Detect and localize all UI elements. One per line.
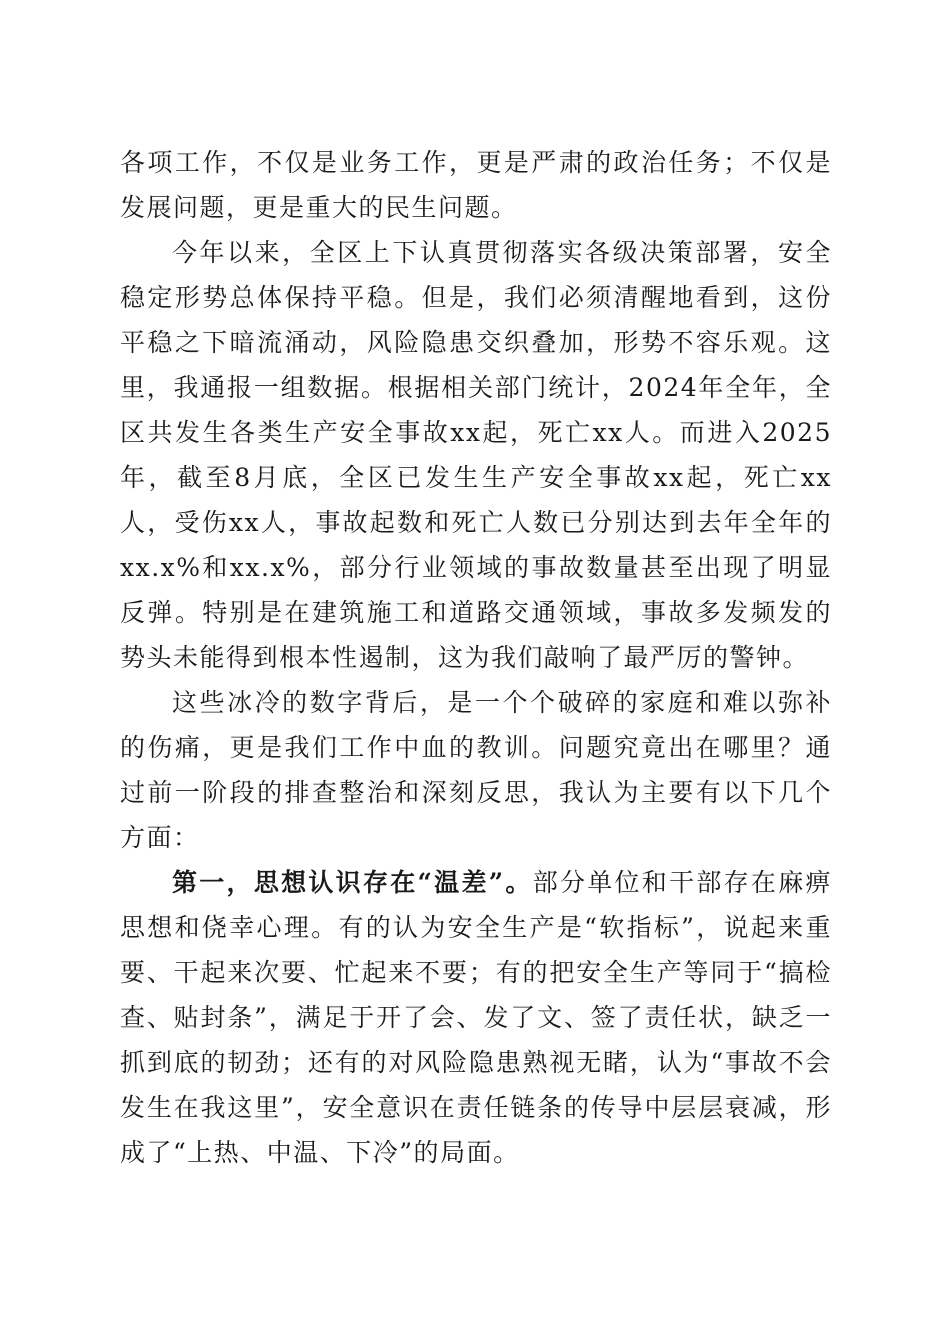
paragraph-text: 今年以来，全区上下认真贯彻落实各级决策部署，安全稳定形势总体保持平稳。但是，我们必须清醒地看到，这份平稳之下暗流涌动，风险隐患交织叠加，形势不容乐观。这里，我通报一组数据。根据相关部门统计，2024年全年，全区共发生各类生产安全事故xx起，死亡xx人。而进入2025年，截至8月底，全区已发生生产安全事故xx起，死亡xx人，受伤xx人，事故起数和死亡人数已分别达到去年全年的xx.x%和xx.x%，部分行业领域的事故数量甚至出现了明显反弹。特别是在建筑施工和道路交通领域，事故多发频发的势头未能得到根本性遏制，这为我们敲响了最严厉的警钟。 [120,238,832,672]
paragraph-text: 部分单位和干部存在麻痹思想和侥幸心理。有的认为安全生产是“软指标”，说起来重要、干起来次要、忙起来不要；有的把安全生产等同于“搞检查、贴封条”，满足于开了会、发了文、签了责任状，缺乏一抓到底的韧劲；还有的对风险隐患熟视无睹，认为“事故不会发生在我这里”，安全意识在责任链条的传导中层层衰减，形成了“上热、中温、下冷”的局面。 [120,868,832,1167]
paragraph-text: 这些冰冷的数字背后，是一个个破碎的家庭和难以弥补的伤痛，更是我们工作中血的教训。问题究竟出在哪里？通过前一阶段的排查整治和深刻反思，我认为主要有以下几个方面： [120,688,832,852]
paragraph-continuation [120,140,832,230]
point-one-heading: 第一，思想认识存在“温差”。 [172,868,533,897]
paragraph-text: 各项工作，不仅是业务工作，更是严肃的政治任务；不仅是发展问题，更是重大的民生问题。 [120,148,832,222]
paragraph-reflection [120,680,832,860]
document-body [120,140,832,1175]
paragraph-point-one [120,860,832,1175]
paragraph-safety-situation [120,230,832,680]
